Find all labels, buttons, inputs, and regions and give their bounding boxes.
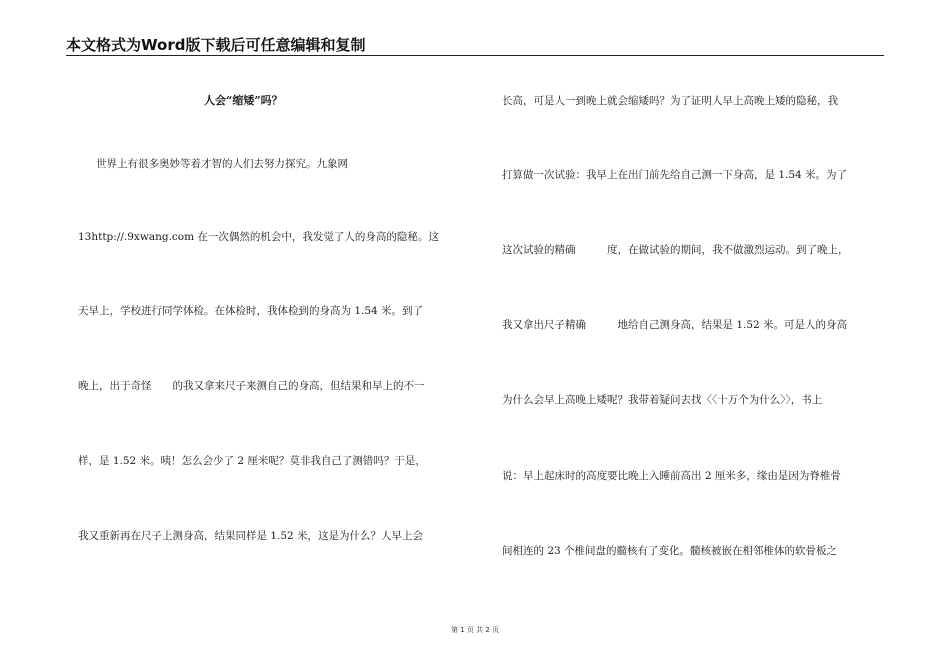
right-column-line: 我又拿出尺子精确 地给自己测身高，结果是 1.52 米。可是人的身高 [502,319,848,331]
right-column-line: 这次试验的精确 度，在做试验的期间，我不做激烈运动。到了晚上， [502,244,849,256]
left-column-line: 天早上，学校进行同学体检。在体检时，我体检到的身高为 1.54 米。到了 [78,305,424,317]
header-divider [66,55,884,56]
page-footer: 第 1 页 共 2 页 [450,626,500,634]
right-column-line: 说：早上起床时的高度要比晚上入睡前高出 2 厘米多，缘由是因为脊椎骨 [502,470,841,482]
left-column-line: 晚上，出于奇怪 的我又拿来尺子来测自己的身高，但结果和早上的不一 [78,380,425,392]
right-column-line: 为什么会早上高晚上矮呢？我带着疑问去找〈〈十万个为什么〉〉，书上 [502,394,823,406]
article-title: 人会“缩矮”吗？ [204,94,283,107]
right-column-line: 间相连的 23 个椎间盘的髓核有了变化。髓核被嵌在相邻椎体的软骨板之 [502,545,838,557]
document-header-banner: 本文格式为Word版下载后可任意编辑和复制 [66,36,366,54]
right-column-line: 长高，可是人一到晚上就会缩矮吗？为了证明人早上高晚上矮的隐秘，我 [502,95,838,107]
left-column-line: 世界上有很多奥妙等着才智的人们去努力探究。九象网 [96,158,348,170]
left-column-line: 我又重新再在尺子上测身高，结果同样是 1.52 米，这是为什么？人早上会 [78,530,424,542]
left-column-line: 13http://.9xwang.com 在一次偶然的机会中，我发觉了人的身高的隐秘。这 [78,231,439,243]
left-column-line: 样，是 1.52 米。咦！怎么会少了 2 厘米呢？莫非我自己了测错吗？于是， [78,455,426,467]
right-column-line: 打算做一次试验：我早上在出门前先给自己测一下身高，是 1.54 米。为了 [502,169,848,181]
